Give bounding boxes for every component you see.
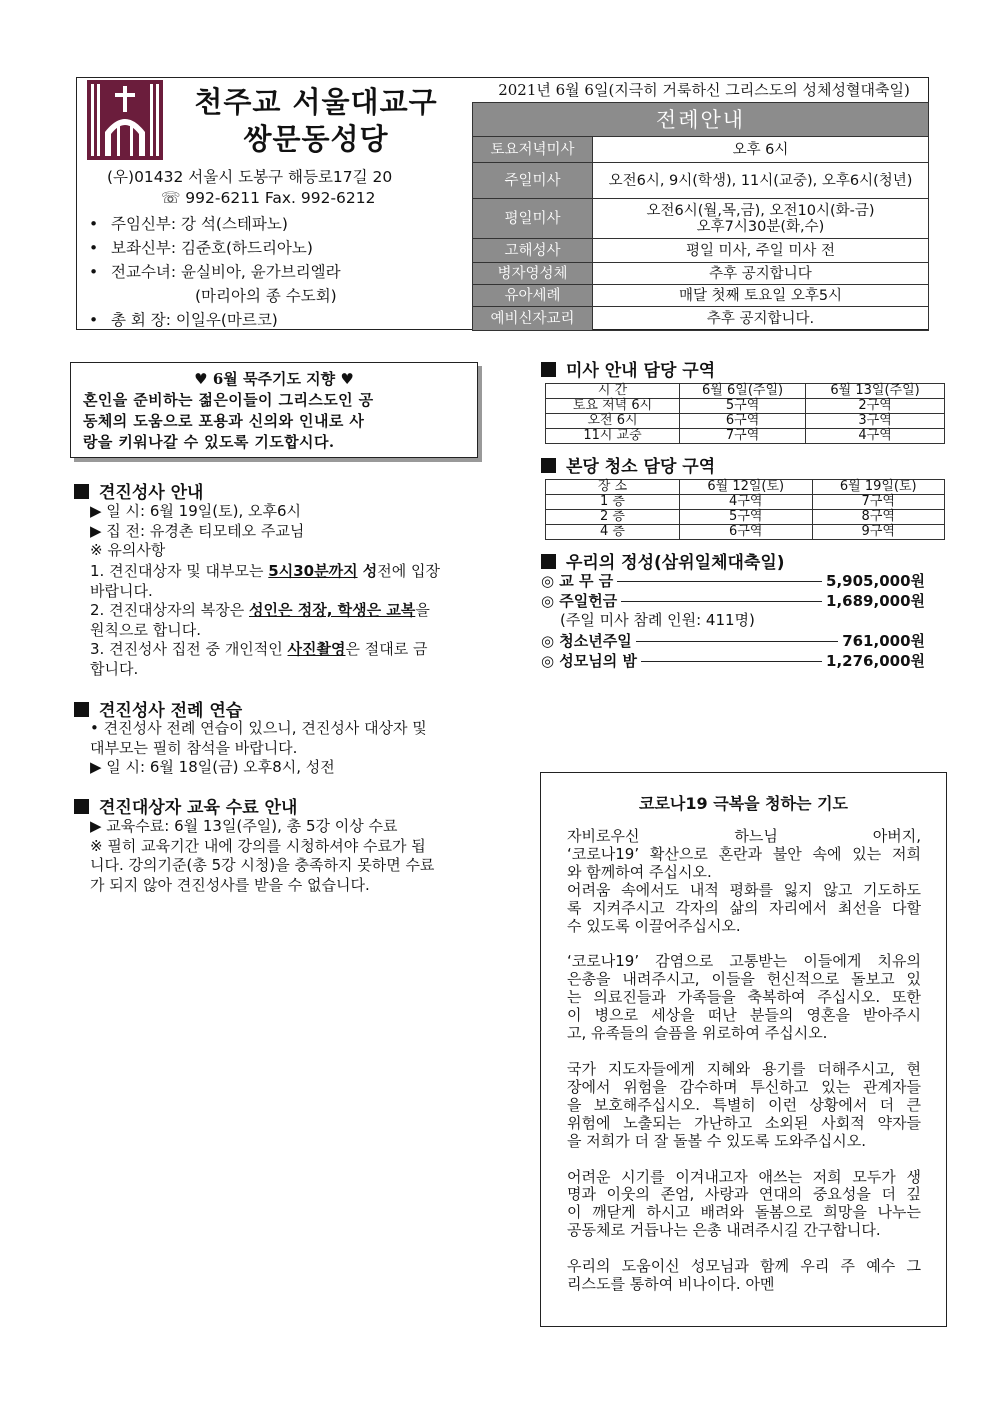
leader-line	[621, 601, 822, 602]
offering-row	[541, 651, 925, 671]
table-cell: 3구역	[806, 414, 945, 429]
paragraph-gap	[567, 1240, 921, 1258]
corona-prayer-title: 코로나19 극복을 청하는 기도	[639, 794, 848, 813]
table-cell: 4 층	[546, 525, 680, 540]
section-title-text: 미사 안내 담당 구역	[566, 361, 716, 381]
square-bullet-icon	[74, 702, 89, 717]
prayer-line: 우리의 도움이신 성모님과 함께 우리 주 예수 그	[567, 1257, 921, 1276]
table-cell: 토요 저녁 6시	[546, 399, 680, 414]
table-header: 6월 19일(토)	[812, 480, 945, 495]
table-cell: 7구역	[680, 429, 806, 444]
intention-line: 동체의 도움으로 포용과 신의와 인내로 사	[83, 412, 365, 430]
paragraph-gap	[567, 935, 921, 953]
square-bullet-icon	[74, 484, 89, 499]
liturgy-value: 추후 공지합니다.	[593, 307, 929, 331]
note1-line2: 바랍니다.	[90, 581, 153, 600]
liturgy-value-line2: 오후7시30분(화,수)	[696, 218, 825, 235]
note1-line	[90, 562, 478, 582]
staff-entry	[89, 236, 313, 258]
corona-prayer-box	[540, 772, 947, 1327]
prayer-line: 어려움 속에서도 내적 평화를 잃지 않고 기도하도	[567, 880, 921, 899]
liturgy-value: 평일 미사, 주일 미사 전	[593, 239, 929, 263]
liturgy-label: 토요저녁미사	[473, 137, 593, 163]
staff-entry	[89, 212, 288, 234]
leader-line	[617, 581, 822, 582]
liturgy-value: 오후 6시	[593, 137, 929, 163]
prayer-line: 고, 유족들의 슬픔을 위로하여 주십시오.	[567, 1024, 828, 1043]
table-cell: 오전 6시	[546, 414, 680, 429]
offering-title	[541, 548, 785, 573]
parish-logo-icon	[87, 80, 163, 160]
rehearsal-line: ▶ 일 시: 6월 18일(금) 오후8시, 성전	[90, 758, 335, 776]
rosary-intention-text	[71, 390, 477, 453]
confirmation-notes-title: ※ 유의사항	[90, 541, 166, 559]
bullet-dot: •	[89, 215, 99, 233]
intention-line: 혼인을 준비하는 젊은이들이 그리스도인 공	[83, 391, 374, 409]
rosary-intention-box	[70, 362, 478, 458]
table-header: 장 소	[546, 480, 680, 495]
education-section-title	[74, 793, 297, 818]
prayer-line: 와 함께하여 주십시오.	[567, 862, 712, 881]
prayer-line: 을 저희가 더 잘 돌볼 수 있도록 도와주십시오.	[567, 1131, 866, 1150]
prayer-line: 이 병으로 세상을 떠난 분들의 영혼을 받아주시	[567, 1006, 921, 1025]
rehearsal-details	[90, 719, 478, 778]
staff-entry	[89, 308, 278, 330]
section-title-text: 견진대상자 교육 수료 안내	[99, 798, 298, 818]
education-line: ※ 필히 교육기간 내에 강의를 시청하셔야 수료가 됩	[90, 836, 426, 855]
staff-entry	[89, 260, 341, 282]
offering-label: ◎ 주일헌금	[541, 592, 618, 610]
bullet-dot: •	[89, 311, 99, 329]
note-emphasis: 성	[357, 562, 378, 580]
cleaning-duty-title	[541, 452, 715, 477]
table-cell: 5구역	[680, 399, 806, 414]
parish-phone: ☏ 992-6211 Fax. 992-6212	[161, 189, 376, 207]
offering-label: ◎ 교 무 금	[541, 572, 614, 590]
parish-name-line1: 천주교 서울대교구	[194, 85, 438, 119]
prayer-line: 자비로우신 하느님 아버지,	[567, 827, 921, 845]
prayer-line: 어려운 시기를 이겨내고자 애쓰는 저희 모두가 생	[567, 1167, 921, 1186]
mass-duty-table	[545, 383, 945, 444]
note-emphasis: 사진촬영	[287, 640, 346, 658]
liturgy-label: 평일미사	[473, 199, 593, 239]
offering-label: ◎ 청소년주일	[541, 632, 632, 650]
rehearsal-section-title	[74, 696, 242, 721]
liturgy-label: 고해성사	[473, 239, 593, 263]
liturgy-label: 예비신자교리	[473, 307, 593, 331]
table-cell: 1 층	[546, 495, 680, 510]
liturgy-value	[593, 199, 929, 239]
staff-text: 보좌신부: 김준호(하드리아노)	[111, 239, 313, 257]
section-title-text: 견진성사 전례 연습	[99, 701, 243, 721]
offering-label: ◎ 성모님의 밤	[541, 652, 637, 670]
table-cell: 11시 교중	[546, 429, 680, 444]
rehearsal-line: • 견진성사 전례 연습이 있으니, 견진성사 대상자 및	[90, 719, 427, 737]
section-title-text: 견진성사 안내	[99, 483, 204, 503]
note-text: 1. 견진대상자 및 대부모는	[90, 562, 269, 580]
note-text	[90, 562, 440, 582]
offering-row	[541, 571, 925, 591]
attendance-note: (주일 미사 참례 인원: 411명)	[560, 611, 755, 629]
prayer-line: ‘코로나19’ 확산으로 혼란과 불안 속에 있는 저희	[567, 844, 921, 863]
education-details	[90, 817, 478, 895]
confirmation-section-title	[74, 478, 203, 503]
prayer-line: 국가 지도자들에게 지혜와 용기를 더해주시고, 현	[567, 1059, 921, 1078]
leader-line	[641, 661, 822, 662]
note-emphasis: 성인은 정장, 학생은 교복	[249, 601, 416, 619]
staff-text: 총 회 장: 이일우(마르코)	[111, 311, 278, 329]
staff-text: (마리아의 종 수도회)	[195, 287, 337, 305]
section-title-text: 우리의 정성(삼위일체대축일)	[566, 553, 785, 573]
note3-line	[90, 640, 478, 660]
table-cell: 5구역	[680, 510, 813, 525]
note-text: 3. 견진성사 집전 중 개인적인	[90, 640, 288, 658]
rosary-intention-title: ♥ 6월 묵주기도 지향 ♥	[194, 370, 354, 388]
note2-line2: 원칙으로 합니다.	[90, 620, 201, 639]
section-title-text: 본당 청소 담당 구역	[566, 457, 716, 477]
parish-address: (우)01432 서울시 도봉구 해등로17길 20	[107, 168, 393, 186]
note-text: 은 절대로 금	[345, 640, 428, 658]
cleaning-duty-table	[545, 479, 945, 540]
prayer-line: 록 지켜주시고 각자의 삶의 자리에서 최선을 다할	[567, 898, 921, 917]
staff-entry	[89, 284, 337, 306]
square-bullet-icon	[74, 799, 89, 814]
liturgy-title: 전례안내	[473, 103, 929, 137]
liturgy-label: 주일미사	[473, 163, 593, 199]
prayer-line: 수 있도록 이끌어주십시오.	[567, 916, 741, 935]
table-header: 6월 13일(주일)	[806, 384, 945, 399]
table-cell: 6구역	[680, 414, 806, 429]
prayer-line: 은총을 내려주시고, 이들을 헌신적으로 돌보고 있	[567, 970, 921, 989]
table-cell: 4구역	[806, 429, 945, 444]
offering-amount: 761,000원	[842, 632, 925, 650]
liturgy-table	[472, 102, 929, 331]
education-line: 가 되지 않아 견진성사를 받을 수 없습니다.	[90, 875, 370, 894]
table-header: 6월 6일(주일)	[680, 384, 806, 399]
table-cell: 6구역	[680, 525, 813, 540]
confirmation-date: ▶ 일 시: 6월 19일(토), 오후6시	[90, 502, 301, 520]
education-line: 니다. 강의기준(총 5강 시청)을 충족하지 못하면 수료	[90, 856, 435, 874]
note3-line2: 합니다.	[90, 659, 139, 678]
table-cell: 7구역	[812, 495, 945, 510]
staff-text: 전교수녀: 윤실비아, 윤가브리엘라	[111, 263, 341, 281]
prayer-line: 명과 이웃의 존엄, 사랑과 연대의 중요성을 더 깊	[567, 1185, 921, 1204]
offering-amount: 1,689,000원	[826, 592, 925, 610]
prayer-line: 는 의료진들과 가족들을 축복하여 주십시오. 또한	[567, 988, 921, 1007]
note-emphasis: 5시30분까지	[268, 562, 358, 580]
confirmation-celebrant: ▶ 집 전: 유경촌 티모테오 주교님	[90, 521, 305, 540]
square-bullet-icon	[541, 554, 556, 569]
table-header: 6월 12일(토)	[680, 480, 813, 495]
prayer-line: 공동체로 거듭나는 은총 내려주시길 간구합니다.	[567, 1221, 881, 1240]
confirmation-details	[90, 502, 478, 561]
parish-title	[181, 84, 451, 158]
education-line: ▶ 교육수료: 6월 13일(주일), 총 5강 이상 수료	[90, 817, 398, 835]
table-cell: 9구역	[812, 525, 945, 540]
square-bullet-icon	[541, 458, 556, 473]
rehearsal-line: 대부모는 필히 참석을 바랍니다.	[90, 738, 298, 757]
table-cell: 2구역	[806, 399, 945, 414]
note-text: 을	[415, 601, 430, 619]
note2-line	[90, 601, 478, 621]
leader-line	[636, 641, 838, 642]
paragraph-gap	[567, 1151, 921, 1169]
liturgy-value: 오전6시, 9시(학생), 11시(교중), 오후6시(청년)	[593, 163, 929, 199]
bulletin-date: 2021년 6월 6일(지극히 거룩하신 그리스도의 성체성혈대축일)	[498, 81, 910, 99]
offering-row	[541, 591, 925, 611]
prayer-line: ‘코로나19’ 감염으로 고통받는 이들에게 치유의	[567, 952, 921, 971]
note-text: 2. 견진대상자의 복장은	[90, 601, 250, 619]
bulletin-header	[76, 77, 929, 330]
table-cell: 4구역	[680, 495, 813, 510]
offering-row	[541, 631, 925, 651]
bullet-dot: •	[89, 239, 99, 257]
table-cell: 8구역	[812, 510, 945, 525]
table-cell: 2 층	[546, 510, 680, 525]
offering-amount: 5,905,000원	[826, 572, 925, 590]
liturgy-label: 병자영성체	[473, 263, 593, 285]
bullet-dot: •	[89, 263, 99, 281]
table-header: 시 간	[546, 384, 680, 399]
prayer-line: 을 보호해주십시오. 특별히 이런 상황에서 더 큰	[567, 1095, 921, 1114]
liturgy-value-line1: 오전6시(월,목,금), 오전10시(화-금)	[646, 202, 875, 219]
prayer-line: 장에서 위험을 감수하며 투신하고 있는 관계자들	[567, 1077, 921, 1096]
intention-line: 랑을 키워나갈 수 있도록 기도합시다.	[83, 433, 335, 451]
confirmation-notes	[90, 562, 478, 679]
offering-amount: 1,276,000원	[826, 652, 925, 670]
mass-duty-title	[541, 356, 715, 381]
prayer-line: 위험에 노출되는 가난하고 소외된 사회적 약자들	[567, 1113, 921, 1132]
parish-name-line2: 쌍문동성당	[243, 122, 389, 156]
note-text: 전에 입장	[377, 562, 441, 580]
liturgy-label: 유아세례	[473, 285, 593, 307]
liturgy-value: 추후 공지합니다	[593, 263, 929, 285]
liturgy-value: 매달 첫째 토요일 오후5시	[593, 285, 929, 307]
prayer-line: 리스도를 통하여 비나이다. 아멘	[567, 1275, 775, 1294]
paragraph-gap	[567, 1043, 921, 1061]
corona-prayer-body	[567, 828, 921, 1294]
prayer-line: 이 깨닫게 하시고 배려와 돌봄으로 희망을 나누는	[567, 1203, 921, 1222]
square-bullet-icon	[541, 362, 556, 377]
staff-text: 주임신부: 강 석(스테파노)	[111, 215, 288, 233]
